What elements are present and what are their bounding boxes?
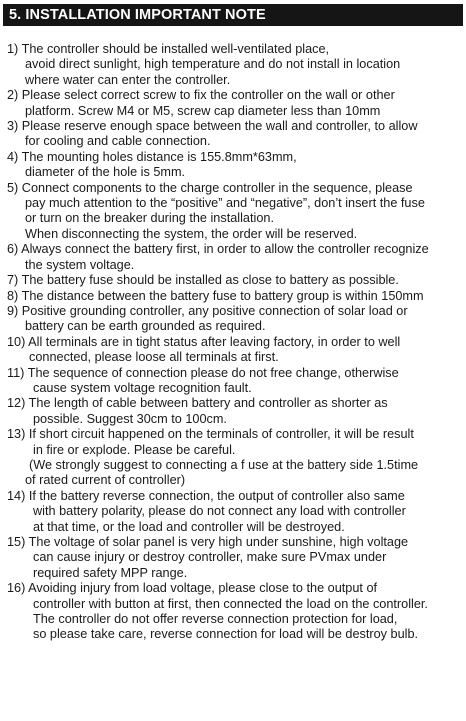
note-line: 11) The sequence of connection please do not free change, otherwise — [7, 365, 399, 380]
note-line: of rated current of controller) — [25, 473, 186, 488]
note-item-4 — [7, 150, 465, 181]
note-item-2 — [7, 88, 465, 119]
note-item-6 — [7, 242, 465, 273]
note-item-5 — [7, 181, 465, 243]
note-item-13 — [7, 427, 465, 489]
note-line: 15) The voltage of solar panel is very high under sunshine, high voltage — [7, 535, 409, 549]
note-item-9 — [7, 304, 465, 335]
note-line: so please take care, reverse connection for load will be destroy bulb. — [33, 627, 419, 642]
note-line: 16) Avoiding injury from load voltage, please close to the output of — [7, 581, 378, 596]
note-line: (We strongly suggest to connecting a f use at the battery side 1.5time — [29, 457, 419, 472]
installation-notes-list — [7, 42, 465, 643]
note-line: 6) Always connect the battery first, in order to allow the controller recognize — [7, 242, 429, 257]
note-item-14 — [7, 489, 465, 535]
note-line: 8) The distance between the battery fuse to battery group is within 150mm — [7, 288, 424, 303]
note-line: or turn on the breaker during the installation. — [25, 211, 274, 226]
note-line: 3) Please reserve enough space between the wall and controller, to allow — [7, 119, 418, 134]
note-item-1 — [7, 42, 465, 88]
note-line: possible. Suggest 30cm to 100cm. — [33, 411, 227, 426]
note-line: avoid direct sunlight, high temperature and do not install in location — [25, 57, 401, 72]
note-line: where water can enter the controller. — [25, 72, 231, 87]
note-line: The controller do not offer reverse connection protection for load, — [33, 612, 398, 627]
note-line: 14) If the battery reverse connection, the output of controller also same — [7, 488, 405, 503]
note-line: required safety MPP range. — [33, 565, 188, 580]
note-line: the system voltage. — [25, 257, 135, 272]
note-line: 9) Positive grounding controller, any positive connection of solar load or — [7, 303, 408, 318]
note-line: at that time, or the load and controller will be destroyed. — [33, 519, 345, 534]
note-item-7 — [7, 273, 465, 288]
note-item-15 — [7, 535, 465, 581]
note-line: When disconnecting the system, the order will be reserved. — [25, 226, 358, 241]
note-line: pay much attention to the “positive” and “negative”, don’t insert the fuse — [25, 196, 425, 211]
note-line: controller with button at first, then connected the load on the controller. — [33, 596, 428, 611]
note-line: platform. Screw M4 or M5, screw cap diameter less than 10mm — [25, 103, 381, 118]
note-line: diameter of the hole is 5mm. — [25, 165, 186, 180]
note-item-12 — [7, 396, 465, 427]
note-line: in fire or explode. Please be careful. — [33, 442, 236, 457]
note-line: 10) All terminals are in tight status after leaving factory, in order to well — [7, 334, 401, 349]
note-line: 1) The controller should be installed well-ventilated place, — [7, 42, 330, 56]
note-item-3 — [7, 119, 465, 150]
note-line: 7) The battery fuse should be installed as close to battery as possible. — [7, 273, 399, 288]
note-line: cause system voltage recognition fault. — [33, 380, 252, 395]
note-line: can cause injury or destroy controller, make sure PVmax under — [33, 550, 387, 565]
note-item-10 — [7, 335, 465, 366]
note-line: for cooling and cable connection. — [25, 134, 211, 149]
note-item-11 — [7, 366, 465, 397]
note-line: 5) Connect components to the charge controller in the sequence, please — [7, 180, 413, 195]
note-line: connected, please loose all terminals at first. — [29, 350, 279, 365]
note-item-8 — [7, 289, 465, 304]
note-line: with battery polarity, please do not connect any load with controller — [33, 504, 406, 519]
note-item-16 — [7, 581, 465, 643]
note-line: 12) The length of cable between battery and controller as shorter as — [7, 396, 388, 411]
note-line: 4) The mounting holes distance is 155.8mm*63mm, — [7, 149, 297, 164]
note-line: battery can be earth grounded as required. — [25, 319, 266, 334]
note-line: 13) If short circuit happened on the terminals of controller, it will be result — [7, 427, 414, 442]
note-line: 2) Please select correct screw to fix the controller on the wall or other — [7, 88, 395, 103]
section-title: 5. INSTALLATION IMPORTANT NOTE — [3, 4, 463, 26]
